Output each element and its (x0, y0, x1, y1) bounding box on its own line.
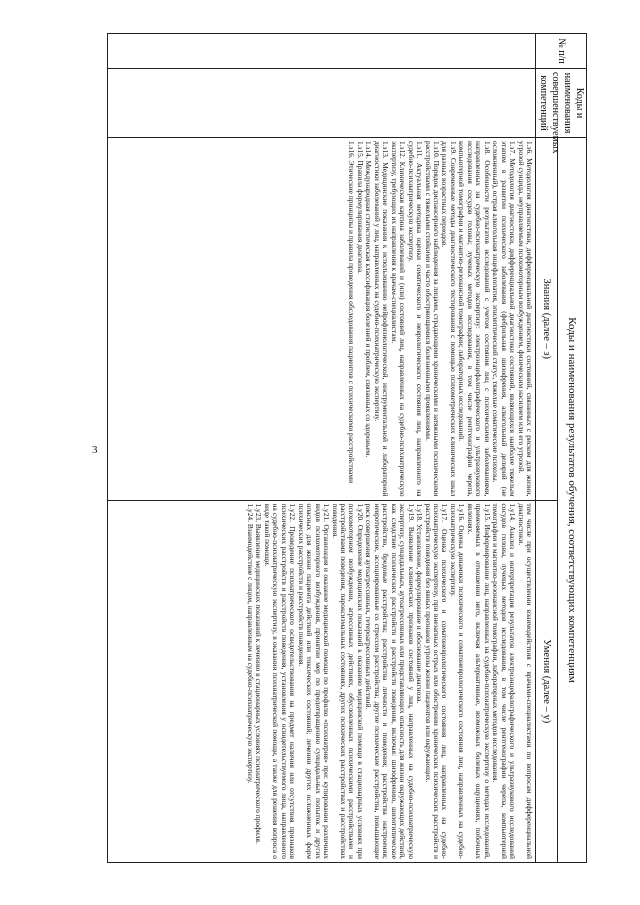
knowledge-cell (108, 138, 536, 501)
skills-item: 1.у19. Выявление клинических признаков состояний у лиц, направленных на судебно-психиатрическую экспертизу, суицидальных, аутоагрессивных или представляющих опасность для жизни окружающих действий, как следствие психических расстройств и расстройств поведения, включая: шизофрению, шизотипическое расстройство, бредовые расстройства; расстройства личности и поведения; расстройства настроения; невротические, ассоциированные со стрессом расстройства; другие психические расстройства, повышающие риск совершения аутоагрессивных, гетероагрессивных действий. (364, 503, 416, 859)
skills-item: 1.у23. Выявление медицинских показаний к лечению в стационарных условиях психиатрического профиля. (254, 503, 264, 844)
cell-competency (108, 69, 536, 138)
knowledge-item: 1.з7. Методология диагностики, дифференциальной диагностики состояний, являющихся наиболее тяжелым этапом в развитии психического заболевания (фебрильная шизофрения, алкогольный делирий (не осложненный), острая алкогольная энцефалопатия, эпилептический статус, тяжелые соматические психозы. (491, 141, 518, 497)
skills-item: 1.у14. Анализ и интерпретация результатов электроэнцефалографического и ультразвукового исследований сосудов головы, лучевых методов исследования, в том числе рентгенографии черепа, компьютерной томографии и магнитно-резонансной томографии, лабораторных методов исследования. (491, 503, 518, 859)
knowledge-item: 1.з8. Особенности результатов исследований с учетом состояния лиц с психическими заболеваниями, направленных на судебно-психиатрическую экспертизу: электроэнцефалографического и ультразвукового исследования сосудов головы; лучевых методов исследования, в том числе рентгенографии черепа, компьютерной томографии и магнитно-резонансной томографии; лабораторных исследований. (457, 141, 492, 497)
competency-table (107, 33, 587, 863)
knowledge-item: 1.з9. Современные методы диагностического тестирования с помощью психометрических клинических шкал для разных возрастных периодов. (440, 141, 458, 497)
knowledge-item: 1.з6. Методология диагностики, дифференциальной диагностики состояний, связанных с риском для жизни, угрозой суицида, неуправляемым психомоторным возбуждением, физическим насилием или его угрозой. (516, 141, 534, 497)
header-results: Коды и наименования результатов обучения, соответствующих компетенциям (558, 138, 587, 863)
header-knowledge: Знания (далее – з) (536, 138, 558, 501)
cell-number (108, 34, 536, 69)
skills-item: 1.у24. Взаимодействие с лицом, направленным на судебно-психиатрическую экспертизу. (246, 503, 256, 784)
skills-item: 1.у18. Установление, формулирование и обоснование диагноза. (415, 503, 425, 704)
knowledge-item: 1.з13. Медицинские показания к использованию нейрофизиологической, инструментальной и лабораторной диагностики заболеваний у лиц, направленных на судебно-психиатрическую экспертизу. (372, 141, 391, 497)
knowledge-item: 1.з10. Порядок диспансерного наблюдения за лицами, страдающими хроническими и затяжными психическими расстройствами с тяжелыми стойкими и часто обостряющимися болезненными проявлениями. (423, 141, 442, 497)
skills-item: 1.у21. Организация и оказание медицинской помощи по профилю «психиатрия» при: купировании различных видов психомоторного возбуждения, принятии мер по предотвращению суицидальных попыток и других опасных для жизни пациента действий или токсических состояний; лечении других осложненных форм психических расстройств и расстройств поведения. (296, 503, 332, 859)
knowledge-item: 1.з14. Международная статистическая классификация болезней и проблем, связанных со здоровьем. (364, 141, 374, 458)
skills-item: 1.у15. Информирование лиц, направленных на судебно-психиатрическую экспертизу о методах исследований, применяемых в отношении него, включая альтернативные, возможных болевых ощущениях, побочных явлениях. (465, 503, 492, 859)
header-number: № п/п (536, 34, 587, 69)
page-number: 3 (92, 444, 98, 456)
rotated-page-content (107, 33, 587, 863)
header-competency-codes: Коды и наименования совершенствуемых компетенций (536, 69, 587, 138)
header-skills: Умения (далее – у) (536, 500, 558, 863)
skills-item: 1.у17. Оценка психического и соматоневрологического состояния лиц, направленных на судебно-психиатрическую экспертизу, при внезапных острых или обострении хронических психических расстройств и расстройств поведения без явных признаков угрозы жизни пациентов или окружающих. (423, 503, 450, 859)
skills-cell (108, 500, 536, 863)
skills-item: 1.у16. Оценка динамики психического и соматоневрологического состояния лиц, направленных на судебно-психиатрическую экспертизу. (448, 503, 467, 859)
knowledge-item: 1.з11. Актуальная методика оценки соматического и неврологического состояния лиц, направленного на судебно-психиатрическую экспертизу. (406, 141, 425, 497)
knowledge-item: 1.з12. Клиническая картина заболеваний и (или) состояний лиц, направленных на судебно-психиатрическую экспертизу, требующих их направления к врачам-специалистам. (389, 141, 408, 497)
skills-item: 1.у20. Определение медицинских показаний к оказанию медицинской помощи в стационарных условиях при психомоторном возбуждении, агрессивных действиях, обусловленных психическими расстройствами и расстройствами поведения, пароксизмальных состояниях, других психических расстройствах и расстройствах поведения. (330, 503, 365, 859)
skills-item: том числе при осуществлении взаимодействия с врачами-специалистами по вопросам дифференциальной диагностики. (516, 503, 534, 859)
knowledge-item: 1.з15. Правила формулирования диагноза. (355, 141, 365, 274)
knowledge-item: 1.з16. Этические принципы и правила проведения обследования пациентов с психическими расстройствами (347, 141, 357, 484)
skills-item: 1.у22. Проведение психиатрического освидетельствования на предмет наличия или отсутствия признаков психических расстройств и расстройств поведения, установления у освидетельствуемого лица, направленного на судебно-психиатрическую экспертизу, в оказании психиатрической помощи, а также для решения вопроса о виде такой помощи. (262, 503, 298, 859)
